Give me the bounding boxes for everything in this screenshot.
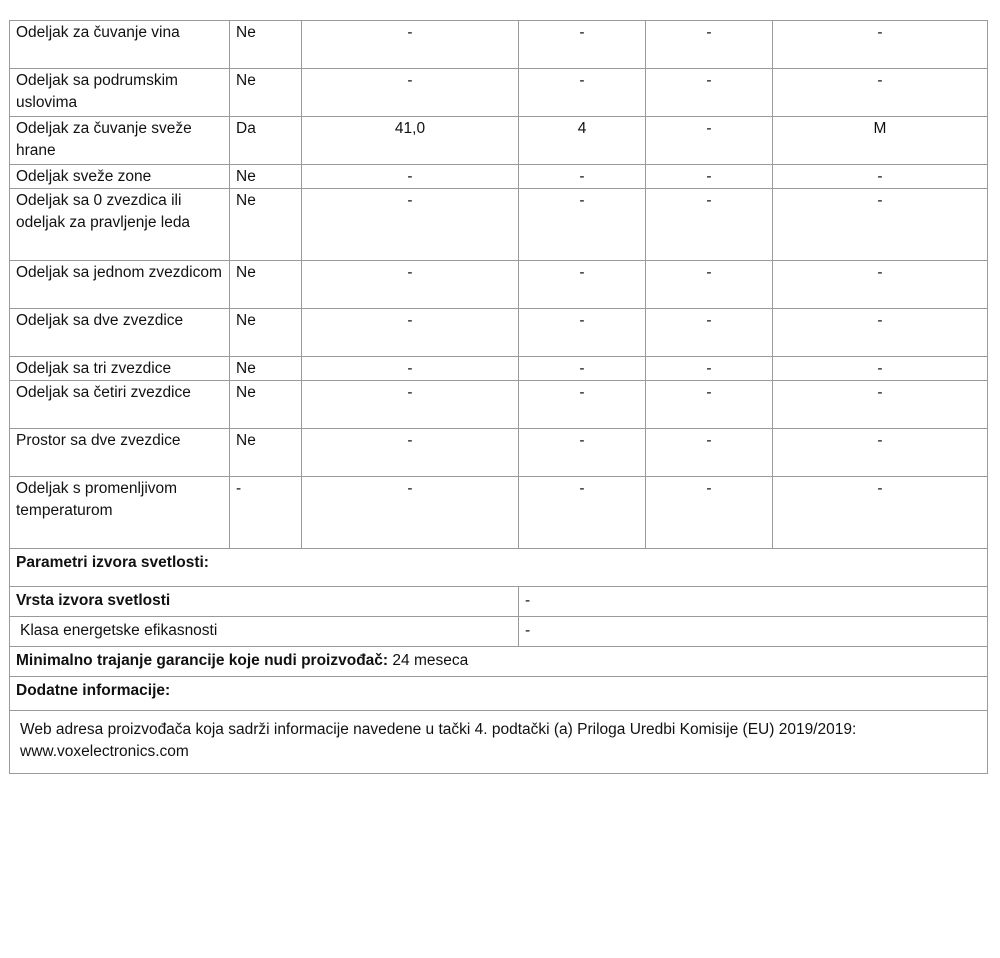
- compartment-volume: -: [302, 165, 519, 189]
- compartment-present: Ne: [230, 21, 302, 69]
- compartment-temperature: 4: [519, 117, 646, 165]
- compartment-present: Ne: [230, 309, 302, 357]
- compartment-temperature: -: [519, 381, 646, 429]
- warranty-row: [10, 647, 988, 677]
- compartment-climate: -: [773, 189, 988, 261]
- compartment-climate: -: [773, 21, 988, 69]
- compartment-row: [10, 69, 988, 117]
- compartment-volume: -: [302, 69, 519, 117]
- compartment-defrost: -: [646, 117, 773, 165]
- compartment-temperature: -: [519, 21, 646, 69]
- additional-text-row: [10, 711, 988, 774]
- light-heading-row: [10, 549, 988, 587]
- compartment-present: Ne: [230, 261, 302, 309]
- compartment-present: Ne: [230, 165, 302, 189]
- warranty-value: 24 meseca: [392, 652, 469, 669]
- light-heading: Parametri izvora svetlosti:: [10, 549, 988, 587]
- compartment-temperature: -: [519, 261, 646, 309]
- compartment-name: Odeljak za čuvanje sveže hrane: [10, 117, 230, 165]
- additional-text: Web adresa proizvođača koja sadrži informacije navedene u tački 4. podtački (a) Priloga Uredbi Komisije (EU) 2019/2019: www.voxelectronics.com: [10, 711, 988, 774]
- compartment-present: Ne: [230, 429, 302, 477]
- compartment-row: [10, 189, 988, 261]
- warranty-cell: [10, 647, 988, 677]
- compartment-name: Odeljak za čuvanje vina: [10, 21, 230, 69]
- light-type-label: Vrsta izvora svetlosti: [10, 587, 519, 617]
- compartment-defrost: -: [646, 429, 773, 477]
- compartment-present: Ne: [230, 189, 302, 261]
- compartment-name: Odeljak sa tri zvezdice: [10, 357, 230, 381]
- compartment-row: [10, 429, 988, 477]
- light-type-value: -: [519, 587, 988, 617]
- compartment-present: Ne: [230, 357, 302, 381]
- warranty-label: Minimalno trajanje garancije koje nudi proizvođač:: [16, 652, 389, 669]
- compartment-row: [10, 117, 988, 165]
- compartment-row: [10, 165, 988, 189]
- compartment-volume: -: [302, 429, 519, 477]
- compartment-climate: -: [773, 165, 988, 189]
- compartment-defrost: -: [646, 381, 773, 429]
- compartment-name: Odeljak sveže zone: [10, 165, 230, 189]
- compartment-row: [10, 381, 988, 429]
- compartment-row: [10, 309, 988, 357]
- compartment-defrost: -: [646, 261, 773, 309]
- compartment-volume: -: [302, 381, 519, 429]
- light-class-label: Klasa energetske efikasnosti: [10, 617, 519, 647]
- compartment-volume: -: [302, 189, 519, 261]
- compartment-name: Odeljak sa jednom zvezdicom: [10, 261, 230, 309]
- compartment-temperature: -: [519, 165, 646, 189]
- compartment-present: -: [230, 477, 302, 549]
- compartment-defrost: -: [646, 165, 773, 189]
- compartment-name: Prostor sa dve zvezdice: [10, 429, 230, 477]
- compartment-climate: -: [773, 261, 988, 309]
- compartment-temperature: -: [519, 189, 646, 261]
- compartment-name: Odeljak sa dve zvezdice: [10, 309, 230, 357]
- compartment-present: Da: [230, 117, 302, 165]
- compartment-volume: -: [302, 477, 519, 549]
- additional-heading: Dodatne informacije:: [10, 677, 988, 711]
- compartment-climate: M: [773, 117, 988, 165]
- compartment-name: Odeljak sa podrumskim uslovima: [10, 69, 230, 117]
- compartment-table-body: [10, 21, 988, 549]
- compartment-temperature: -: [519, 69, 646, 117]
- compartment-name: Odeljak sa četiri zvezdice: [10, 381, 230, 429]
- compartment-present: Ne: [230, 69, 302, 117]
- compartment-climate: -: [773, 429, 988, 477]
- compartment-temperature: -: [519, 357, 646, 381]
- compartment-row: [10, 261, 988, 309]
- light-class-row: [10, 617, 988, 647]
- compartment-volume: 41,0: [302, 117, 519, 165]
- compartment-defrost: -: [646, 477, 773, 549]
- compartment-defrost: -: [646, 357, 773, 381]
- compartment-climate: -: [773, 69, 988, 117]
- compartment-defrost: -: [646, 309, 773, 357]
- compartment-defrost: -: [646, 69, 773, 117]
- compartment-row: [10, 21, 988, 69]
- compartment-volume: -: [302, 357, 519, 381]
- compartment-defrost: -: [646, 21, 773, 69]
- compartment-volume: -: [302, 21, 519, 69]
- light-source-table: [9, 548, 988, 774]
- compartment-climate: -: [773, 357, 988, 381]
- additional-heading-row: [10, 677, 988, 711]
- compartment-temperature: -: [519, 429, 646, 477]
- light-type-row: [10, 587, 988, 617]
- compartment-table: [9, 20, 988, 549]
- compartment-name: Odeljak sa 0 zvezdica ili odeljak za pravljenje leda: [10, 189, 230, 261]
- compartment-climate: -: [773, 477, 988, 549]
- compartment-defrost: -: [646, 189, 773, 261]
- compartment-temperature: -: [519, 477, 646, 549]
- compartment-volume: -: [302, 309, 519, 357]
- light-class-value: -: [519, 617, 988, 647]
- product-info-sheet: [9, 20, 987, 774]
- compartment-temperature: -: [519, 309, 646, 357]
- compartment-present: Ne: [230, 381, 302, 429]
- compartment-row: [10, 477, 988, 549]
- compartment-name: Odeljak s promenljivom temperaturom: [10, 477, 230, 549]
- compartment-row: [10, 357, 988, 381]
- compartment-climate: -: [773, 309, 988, 357]
- compartment-volume: -: [302, 261, 519, 309]
- compartment-climate: -: [773, 381, 988, 429]
